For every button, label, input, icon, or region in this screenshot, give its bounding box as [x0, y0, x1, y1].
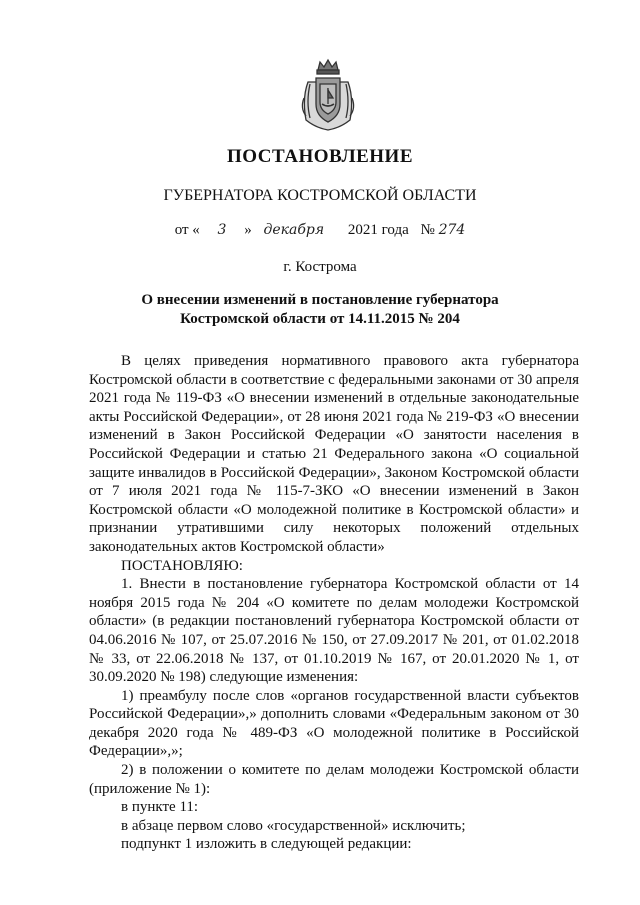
- heading-line-2: Костромской области от 14.11.2015 № 204: [180, 311, 460, 327]
- issuer-title: ГУБЕРНАТОРА КОСТРОМСКОЙ ОБЛАСТИ: [163, 187, 477, 204]
- subitem-2-paragraph: 2) в положении о комитете по делам молодежи Костромской области (приложение № 1):: [89, 762, 579, 797]
- document-title: ПОСТАНОВЛЕНИЕ: [226, 146, 414, 167]
- subitem-1-paragraph: 1) преамбулу после слов «органов государственной власти субъектов Российской Федерации»,» дополнить словами «Федеральным законом от 30 декабря 2020 года № 489-ФЗ «О молодежной политике в Российской Федерации»,»;: [89, 687, 579, 760]
- city: г. Кострома: [283, 259, 357, 275]
- date-prefix: от «: [174, 222, 200, 238]
- date-line: [0, 222, 640, 239]
- paragraph-first-line: в абзаце первом слово «государственной» исключить;: [121, 817, 466, 834]
- coat-of-arms-icon: [296, 58, 360, 134]
- point-11-line: в пункте 11:: [121, 799, 199, 816]
- date-day: 3: [217, 222, 227, 238]
- date-year: 2021 года: [347, 222, 409, 238]
- number-prefix: №: [420, 222, 435, 238]
- document-number: 274: [438, 222, 466, 238]
- document-body: [89, 352, 579, 854]
- document-heading: [0, 291, 640, 329]
- preamble-paragraph: В целях приведения нормативного правового акта губернатора Костромской области в соответствие с федеральными законами от 30 апреля 2021 года № 119-ФЗ «О внесении изменений в отдельные законодательные акты Российской Федерации», от 28 июня 2021 года № 219-ФЗ «О внесении изменений в Закон Российской Федерации «О занятости населения в Российской Федерации и статью 21 Федерального закона «О социальной защите инвалидов в Российской Федерации», Законом Костромской области от 7 июля 2021 года № 115-7-ЗКО «О внесении изменений в Закон Костромской области «О молодежной политике в Костромской области» и признании утратившими силу некоторых положений отдельных законодательных актов Костромской области»: [89, 353, 579, 555]
- date-month: декабря: [263, 222, 325, 238]
- heading-line-1: О внесении изменений в постановление губернатора: [141, 292, 499, 308]
- item-1-paragraph: 1. Внести в постановление губернатора Костромской области от 14 ноября 2015 года № 204 «О комитете по делам молодежи Костромской области» (в редакции постановлений губернатора Костромской области от 04.06.2016 № 107, от 25.07.2016 № 150, от 27.09.2017 № 201, от 01.02.2018 № 33, от 22.06.2018 № 137, от 01.10.2019 № 167, от 20.01.2020 № 1, от 30.09.2020 № 198) следующие изменения:: [89, 576, 579, 686]
- date-mid: »: [244, 222, 252, 238]
- subpoint-1-line: подпункт 1 изложить в следующей редакции:: [121, 836, 412, 853]
- decree-word: ПОСТАНОВЛЯЮ:: [121, 557, 243, 574]
